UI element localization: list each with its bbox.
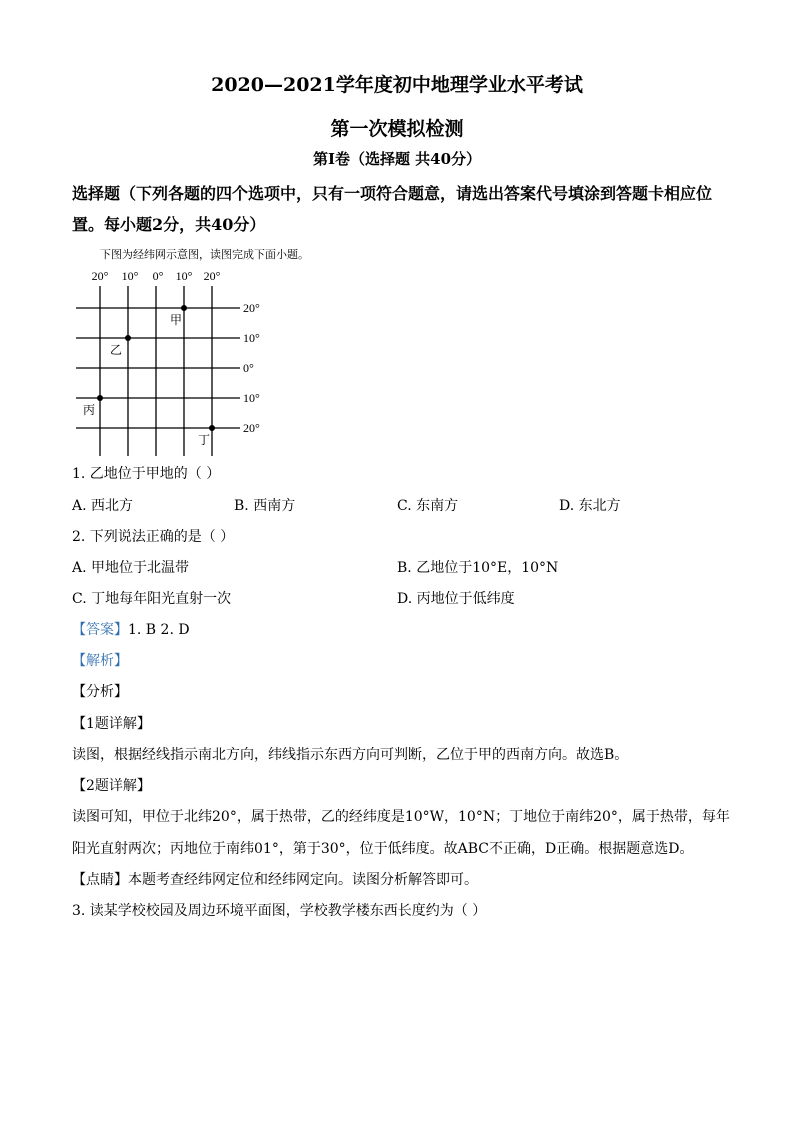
lat-label: 0° bbox=[243, 361, 254, 375]
q2-detail-line1: 读图可知，甲位于北纬20°，属于热带，乙的经纬度是10°W，10°N；丁地位于南纬20°，属于热带，每年 bbox=[72, 809, 730, 825]
q2-option-b: B. 乙地位于10°E，10°N bbox=[397, 560, 559, 576]
page-subtitle: 第一次模拟检测 bbox=[330, 118, 464, 140]
q2-option-c: C. 丁地每年阳光直射一次 bbox=[72, 591, 232, 607]
q2-detail-line2: 阳光直射两次；丙地位于南纬01°，第于30°，位于低纬度。故ABC不正确，D正确。根据题意选D。 bbox=[72, 841, 694, 857]
q2-option-a: A. 甲地位于北温带 bbox=[72, 560, 190, 576]
answer-text: 1. B 2. D bbox=[128, 622, 190, 638]
lon-label: 10° bbox=[121, 269, 139, 283]
graticule-diagram bbox=[70, 266, 280, 462]
q1-option-b: B. 西南方 bbox=[234, 498, 296, 514]
lon-label: 20° bbox=[203, 269, 221, 283]
fenxi-tag: 【分析】 bbox=[72, 684, 128, 700]
q1-option-d: D. 东北方 bbox=[559, 498, 621, 514]
instructions-line1: 选择题（下列各题的四个选项中，只有一项符合题意，请选出答案代号填涂到答题卡相应位 bbox=[72, 184, 713, 203]
lat-label: 20° bbox=[243, 301, 260, 315]
point-jia bbox=[181, 305, 187, 311]
point-yi bbox=[125, 335, 131, 341]
section-title: 第Ⅰ卷（选择题 共40分） bbox=[312, 150, 482, 168]
q1-option-a: A. 西北方 bbox=[72, 498, 134, 514]
figure-caption: 下图为经纬网示意图，读图完成下面小题。 bbox=[100, 248, 309, 261]
lon-label: 20° bbox=[91, 269, 109, 283]
dianjing-line bbox=[72, 869, 478, 889]
q1-option-c: C. 东南方 bbox=[397, 498, 459, 514]
q2-detail-tag: 【2题详解】 bbox=[72, 778, 151, 794]
point-bing bbox=[97, 395, 103, 401]
lat-label: 20° bbox=[243, 421, 260, 435]
lat-label: 10° bbox=[243, 391, 260, 405]
question-1-stem: 1. 乙地位于甲地的（ ） bbox=[72, 466, 221, 482]
dianjing-tag: 【点睛】 bbox=[72, 872, 128, 888]
lat-label: 10° bbox=[243, 331, 260, 345]
question-2-stem: 2. 下列说法正确的是（ ） bbox=[72, 529, 235, 545]
dianjing-text: 本题考查经纬网定位和经纬网定向。读图分析解答即可。 bbox=[128, 872, 478, 888]
page-title: 2020—2021学年度初中地理学业水平考试 bbox=[211, 74, 583, 96]
label-ding: 丁 bbox=[198, 433, 211, 447]
label-yi: 乙 bbox=[110, 343, 123, 357]
question-3-stem: 3. 读某学校校园及周边环境平面图，学校教学楼东西长度约为（ ） bbox=[72, 903, 487, 919]
label-jia: 甲 bbox=[170, 313, 183, 327]
q1-detail-text: 读图，根据经线指示南北方向，纬线指示东西方向可判断，乙位于甲的西南方向。故选B。 bbox=[72, 747, 629, 763]
lon-label: 0° bbox=[152, 269, 164, 283]
q2-option-d: D. 丙地位于低纬度 bbox=[397, 591, 515, 607]
analysis-tag: 【解析】 bbox=[72, 653, 128, 669]
lon-label: 10° bbox=[175, 269, 193, 283]
point-ding bbox=[209, 425, 215, 431]
label-bing: 丙 bbox=[83, 403, 96, 417]
instructions-line2: 置。每小题2分，共40分） bbox=[72, 215, 266, 234]
answer-line bbox=[72, 619, 190, 639]
answer-tag: 【答案】 bbox=[72, 622, 128, 638]
q1-detail-tag: 【1题详解】 bbox=[72, 716, 151, 732]
